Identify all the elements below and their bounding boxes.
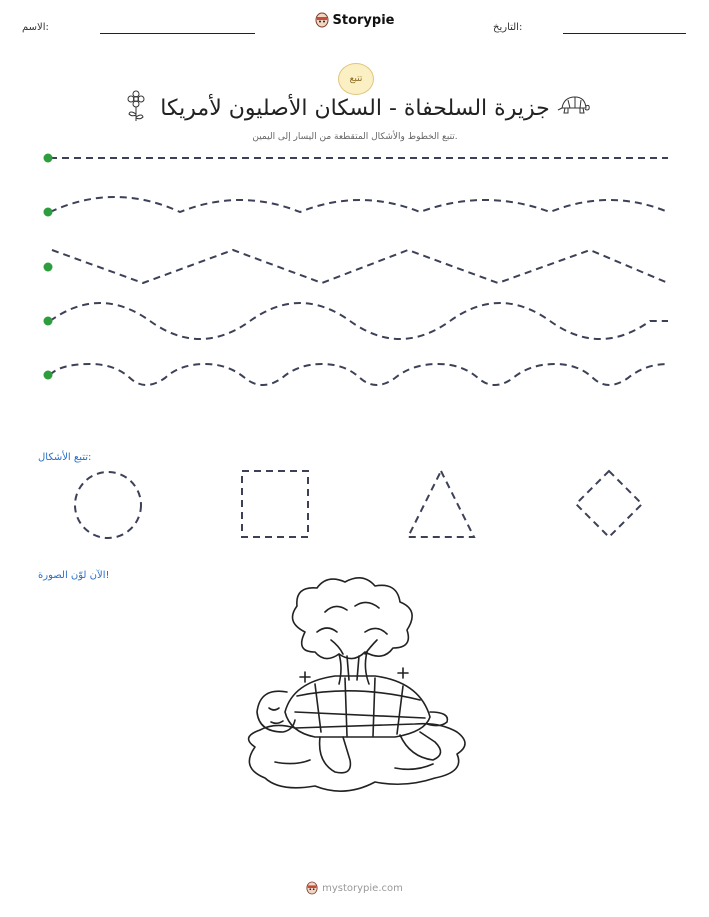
coloring-section-label: الآن لوّن الصورة! <box>38 570 110 581</box>
name-label: الاسم: <box>22 22 49 33</box>
page-title: جزيرة السلحفاة - السكان الأصليون لأمريكا <box>160 96 550 121</box>
instructions: تتبع الخطوط والأشكال المتقطعة من اليسار إلى اليمين. <box>252 132 458 142</box>
tracing-line-wave[interactable] <box>50 303 668 339</box>
trace-badge: تتبع <box>338 63 374 95</box>
start-dot-2 <box>44 208 53 217</box>
shapes-section-label: تتبع الأشكال: <box>38 452 92 463</box>
tracing-line-gentle-wave[interactable] <box>50 197 668 212</box>
shape-square[interactable] <box>242 471 308 537</box>
tracing-line-zigzag[interactable] <box>52 250 668 283</box>
date-label: التاريخ: <box>493 22 523 33</box>
start-dot-3 <box>44 263 53 272</box>
shape-triangle[interactable] <box>408 471 474 537</box>
turtle-tree-illustration[interactable] <box>235 572 475 804</box>
start-dot-1 <box>44 154 53 163</box>
shape-circle[interactable] <box>75 472 141 538</box>
footer-url[interactable]: mystorypie.com <box>322 882 403 894</box>
tracing-line-tight-wave[interactable] <box>50 364 668 385</box>
footer <box>0 880 709 899</box>
storypie-footer-logo-icon <box>306 881 318 895</box>
start-dot-4 <box>44 317 53 326</box>
start-dot-5 <box>44 371 53 380</box>
shape-diamond[interactable] <box>576 471 642 537</box>
brand-name: Storypie <box>332 12 395 28</box>
tracing-shapes <box>0 460 709 550</box>
